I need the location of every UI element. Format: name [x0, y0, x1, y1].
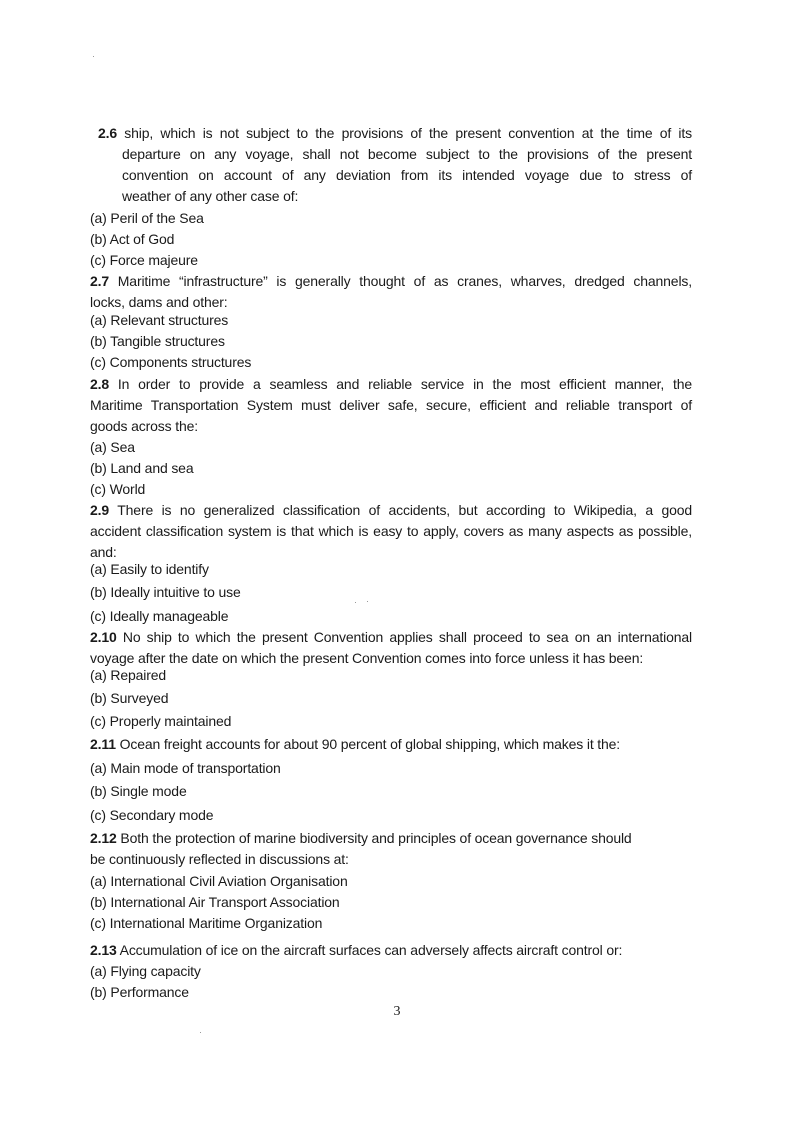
- answer-option: (b) International Air Transport Association: [90, 894, 340, 910]
- question-stem-line: [122, 187, 692, 205]
- answer-option: (c) Components structures: [90, 354, 252, 370]
- question-stem-line: [90, 735, 692, 753]
- answer-option: (a) Flying capacity: [90, 963, 201, 979]
- answer-option: (b) Act of God: [90, 231, 175, 247]
- question-number: 2.13: [90, 942, 117, 958]
- answer-option: (c) International Maritime Organization: [90, 915, 323, 931]
- question-stem-line: [90, 375, 692, 393]
- page-number: 3: [393, 1004, 401, 1019]
- question-text: No ship to which the present Convention applies shall proceed to sea on an international: [122, 629, 692, 645]
- question-text: accident classification system is that which is easy to apply, covers as many aspects as possible,: [90, 523, 692, 539]
- answer-option: (b) Performance: [90, 984, 189, 1000]
- scan-speck: [355, 602, 356, 603]
- question-text: Maritime “infrastructure” is generally thought of as cranes, wharves, dredged channels,: [117, 273, 692, 289]
- question-stem-line: [122, 145, 692, 163]
- question-number: 2.10: [90, 629, 117, 645]
- answer-option: (c) Ideally manageable: [90, 608, 229, 624]
- answer-option: (b) Surveyed: [90, 690, 169, 706]
- question-number: 2.11: [90, 736, 116, 752]
- question-text: voyage after the date on which the present Convention comes into force unless it has been:: [90, 650, 644, 666]
- question-stem-line: [90, 272, 692, 290]
- answer-option: (b) Single mode: [90, 783, 187, 799]
- question-text: Accumulation of ice on the aircraft surfaces can adversely affects aircraft control or:: [119, 942, 623, 958]
- question-text: locks, dams and other:: [90, 294, 228, 310]
- answer-option: (a) Easily to identify: [90, 561, 209, 577]
- question-text: Maritime Transportation System must deliver safe, secure, efficient and reliable transport of: [90, 397, 692, 413]
- question-stem-line: [90, 628, 692, 646]
- answer-option: (a) Repaired: [90, 667, 167, 683]
- answer-option: (a) Relevant structures: [90, 312, 229, 328]
- scan-speck: [367, 601, 368, 602]
- answer-option: (a) Sea: [90, 439, 135, 455]
- answer-option: (b) Land and sea: [90, 460, 194, 476]
- question-number: 2.12: [90, 830, 117, 846]
- question-text: be continuously reflected in discussions at:: [90, 851, 349, 867]
- question-stem-line: [90, 850, 692, 868]
- answer-option: (c) Properly maintained: [90, 713, 232, 729]
- answer-option: (c) Force majeure: [90, 252, 198, 268]
- answer-option: (a) Main mode of transportation: [90, 760, 281, 776]
- question-stem-line: [90, 501, 692, 519]
- question-number: 2.8: [90, 376, 110, 392]
- question-text: goods across the:: [90, 418, 198, 434]
- question-stem-line: [90, 417, 692, 435]
- answer-option: (b) Tangible structures: [90, 333, 225, 349]
- question-stem-line: [90, 543, 692, 561]
- question-stem-line: [90, 941, 692, 959]
- question-number: 2.9: [90, 502, 110, 518]
- question-stem-line: [90, 829, 692, 847]
- scan-speck: [200, 1032, 201, 1033]
- question-stem-line: [90, 396, 692, 414]
- question-text: Both the protection of marine biodiversity and principles of ocean governance should: [120, 830, 632, 846]
- question-text: departure on any voyage, shall not become subject to the provisions of the present: [122, 146, 692, 162]
- question-text: In order to provide a seamless and reliable service in the most efficient manner, the: [117, 376, 692, 392]
- answer-option: (c) Secondary mode: [90, 807, 214, 823]
- question-stem-line: [90, 649, 692, 667]
- answer-option: (a) Peril of the Sea: [90, 210, 204, 226]
- answer-option: (b) Ideally intuitive to use: [90, 584, 241, 600]
- question-text: weather of any other case of:: [122, 188, 299, 204]
- answer-option: (c) World: [90, 481, 146, 497]
- question-stem-line: [122, 166, 692, 184]
- question-number: 2.6: [98, 125, 118, 141]
- question-stem-line: [90, 293, 692, 311]
- question-number: 2.7: [90, 273, 110, 289]
- question-text: convention on account of any deviation from its intended voyage due to stress of: [122, 167, 692, 183]
- question-text: ship, which is not subject to the provisions of the present convention at the time of its: [124, 125, 692, 141]
- question-text: There is no generalized classification of accidents, but according to Wikipedia, a good: [117, 502, 692, 518]
- question-text: Ocean freight accounts for about 90 percent of global shipping, which makes it the:: [119, 736, 621, 752]
- answer-option: (a) International Civil Aviation Organisation: [90, 873, 348, 889]
- scan-speck: [93, 56, 94, 57]
- question-stem-line: [90, 522, 692, 540]
- question-text: and:: [90, 544, 117, 560]
- question-stem-line: [98, 124, 692, 142]
